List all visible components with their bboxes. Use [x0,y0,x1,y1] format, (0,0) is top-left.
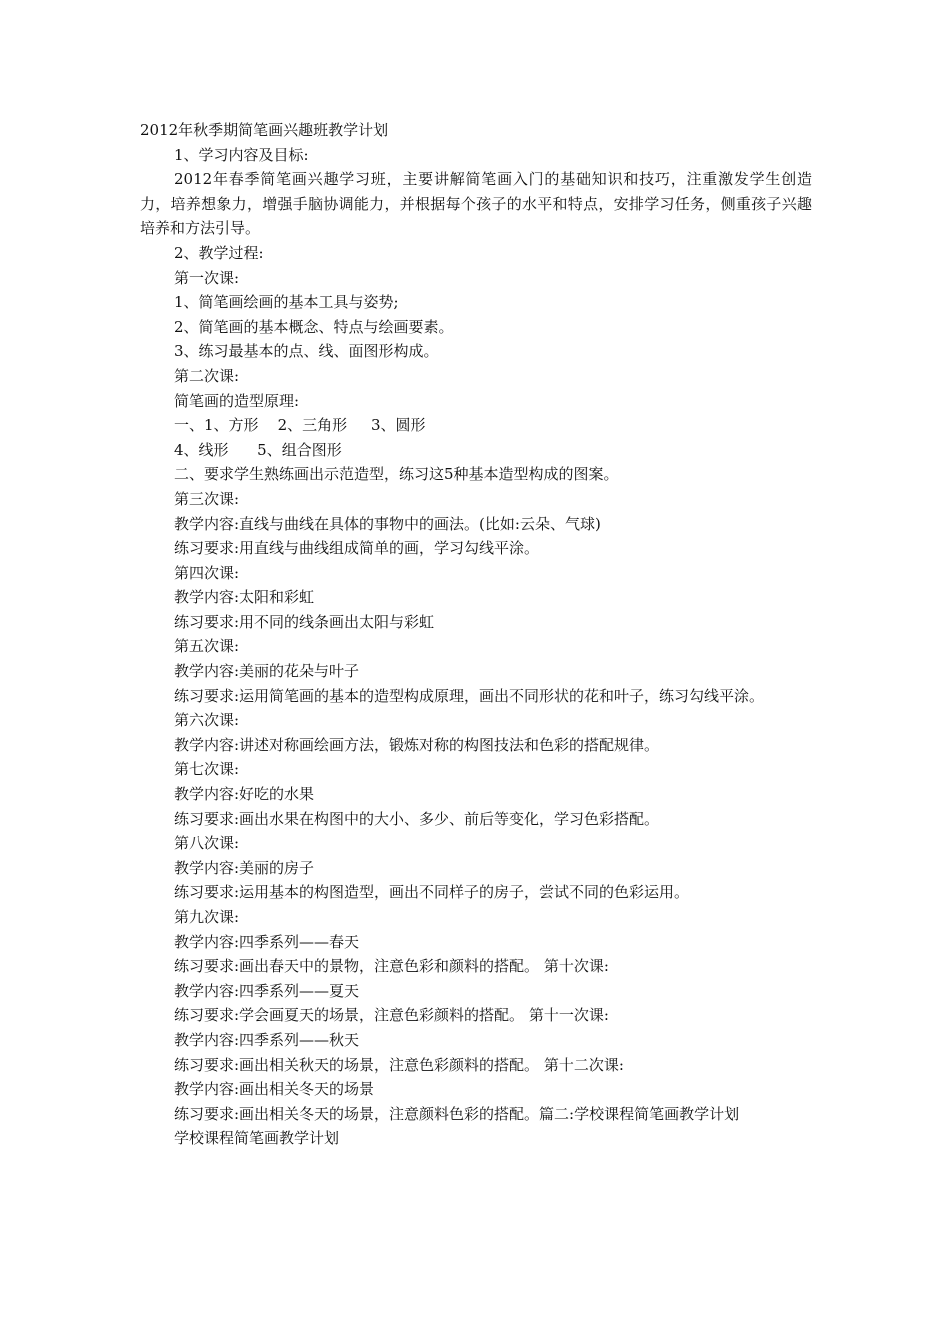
text-line: 1、学习内容及目标: [174,145,309,164]
text-line: 第六次课: [174,711,240,730]
text-line: 第七次课: [174,760,240,779]
text-line: 1、简笔画绘画的基本工具与姿势; [174,293,399,312]
text-line: 练习要求:用不同的线条画出太阳与彩虹 [174,612,435,631]
text-line: 练习要求:学会画夏天的场景，注意色彩颜料的搭配。 第十一次课: [174,1006,609,1025]
text-line: 练习要求:用直线与曲线组成简单的画，学习勾线平涂。 [174,539,540,558]
text-line: 第五次课: [174,637,240,656]
text-line: 练习要求:画出春天中的景物，注意色彩和颜料的搭配。 第十次课: [174,957,609,976]
text-line: 练习要求:画出水果在构图中的大小、多少、前后等变化，学习色彩搭配。 [174,809,660,828]
paragraph: 练习要求:画出相关冬天的场景，注意颜料色彩的搭配。篇二:学校课程简笔画教学计划 [174,1104,740,1123]
text-line: 教学内容:画出相关冬天的场景 [174,1080,375,1099]
document-body [140,118,812,1151]
text-line: 一、1、方形 2、三角形 3、圆形 [174,416,426,435]
text-line: 教学内容:讲述对称画绘画方法，锻炼对称的构图技法和色彩的搭配规律。 [174,735,660,754]
text-line: 教学内容:直线与曲线在具体的事物中的画法。(比如:云朵、气球) [174,514,601,533]
text-line: 教学内容:四季系列——夏天 [174,981,360,1000]
text-line: 教学内容:四季系列——秋天 [174,1030,360,1049]
text-line: 练习要求:运用基本的构图造型，画出不同样子的房子，尝试不同的色彩运用。 [174,883,690,902]
text-line: 二、要求学生熟练画出示范造型，练习这5种基本造型构成的图案。 [174,465,619,484]
text-line: 第一次课: [174,268,240,287]
text-line: 教学内容:四季系列——春天 [174,932,360,951]
text-line: 2、教学过程: [174,243,264,262]
text-line: 第九次课: [174,908,240,926]
text-line: 第三次课: [174,489,240,508]
text-line: 教学内容:美丽的房子 [174,858,315,877]
text-line: 2、简笔画的基本概念、特点与绘画要素。 [174,317,454,336]
text-line: 第二次课: [174,366,240,385]
text-line: 教学内容:美丽的花朵与叶子 [174,662,360,681]
text-line: 教学内容:太阳和彩虹 [174,588,315,607]
paragraph: 2012年春季简笔画兴趣学习班，主要讲解简笔画入门的基础知识和技巧，注重激发学生创造力，培养想象力，增强手脑协调能力，并根据每个孩子的水平和特点，安排学习任务，侧重孩子兴趣培养和方法引导。 [140,170,812,238]
text-line: 简笔画的造型原理: [174,391,300,410]
text-line: 练习要求:画出相关秋天的场景，注意色彩颜料的搭配。 第十二次课: [174,1055,624,1074]
text-line: 4、线形 5、组合图形 [174,440,342,459]
document-title: 2012年秋季期简笔画兴趣班教学计划 [140,121,389,139]
text-line: 3、练习最基本的点、线、面图形构成。 [174,342,439,361]
paragraph: 练习要求:运用简笔画的基本的造型构成原理，画出不同形状的花和叶子，练习勾线平涂。 [174,686,765,705]
text-line: 教学内容:好吃的水果 [174,785,315,804]
text-line: 学校课程简笔画教学计划 [174,1129,340,1148]
text-line: 第四次课: [174,563,240,582]
text-line: 第八次课: [174,834,240,853]
